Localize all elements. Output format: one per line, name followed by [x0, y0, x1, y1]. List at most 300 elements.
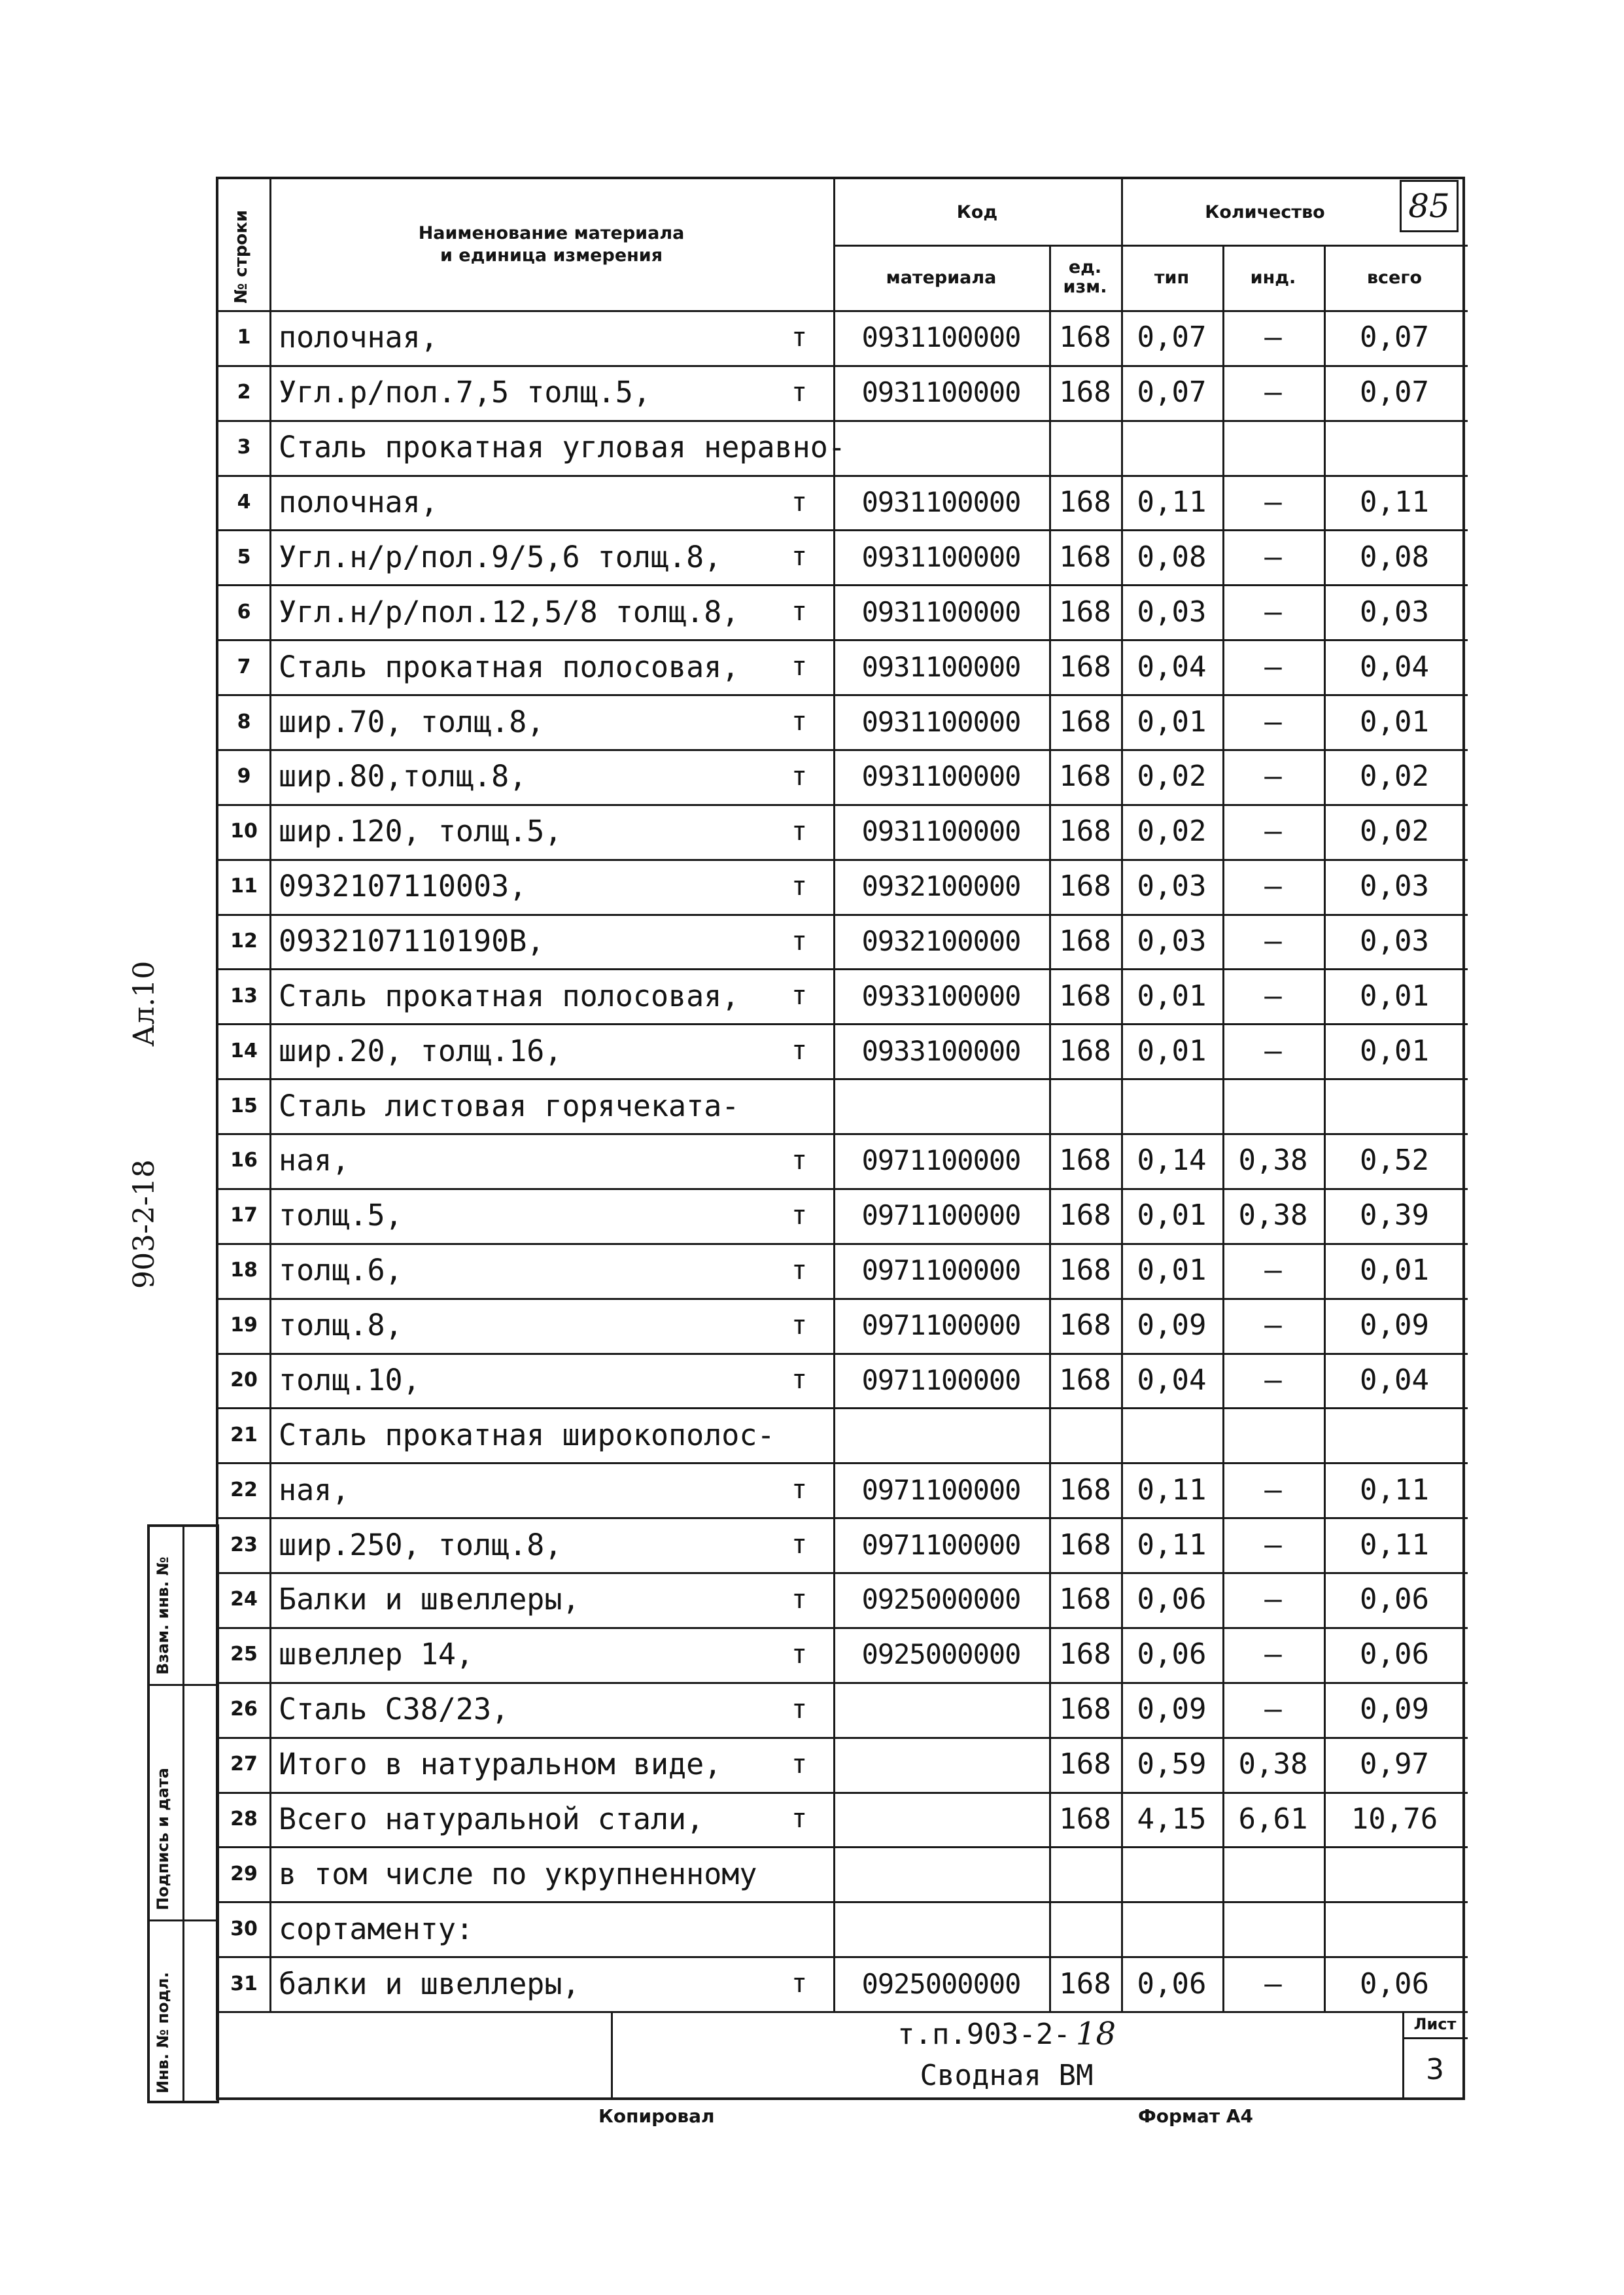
unit-cell — [767, 420, 832, 475]
qty-ind-cell: – — [1264, 595, 1282, 629]
qty-type-cell: 0,03 — [1137, 869, 1207, 903]
album-code-vertical: Ал.10 — [128, 960, 161, 1047]
table-row — [218, 475, 1468, 530]
measure-code-cell: 168 — [1059, 376, 1111, 410]
row-number-cell: 21 — [230, 1423, 258, 1446]
qty-type-cell: 0,01 — [1137, 1199, 1207, 1233]
measure-code-cell: 168 — [1059, 1034, 1111, 1068]
table-row — [218, 420, 1468, 475]
unit-cell: т — [791, 816, 808, 847]
unit-cell: т — [791, 1200, 808, 1231]
unit-cell — [767, 1901, 832, 1956]
material-code-cell: 0971100000 — [861, 1199, 1021, 1232]
material-name-cell: Сталь прокатная полосовая, — [279, 649, 740, 684]
measure-code-cell: 168 — [1059, 1199, 1111, 1233]
table-row — [218, 1243, 1468, 1298]
material-code-cell: 0971100000 — [861, 1254, 1021, 1287]
row-number-cell: 16 — [230, 1149, 258, 1172]
unit-cell: т — [791, 1749, 808, 1779]
qty-total-cell: 0,09 — [1360, 1308, 1429, 1342]
row-number-cell: 7 — [237, 655, 251, 678]
table-row — [218, 529, 1468, 584]
qty-total-cell: 0,11 — [1360, 1473, 1429, 1507]
measure-code-cell: 168 — [1059, 1144, 1111, 1178]
qty-type-cell: 0,01 — [1137, 705, 1207, 739]
material-code-cell: 0931100000 — [861, 650, 1021, 683]
measure-code-cell: 168 — [1059, 595, 1111, 629]
qty-total-cell: 0,03 — [1360, 869, 1429, 903]
sheet-label: Лист — [1413, 2015, 1457, 2033]
material-name-cell: полочная, — [279, 485, 438, 520]
col-header-individual: инд. — [1250, 267, 1296, 288]
measure-code-cell: 168 — [1059, 1638, 1111, 1672]
unit-cell: т — [791, 926, 808, 956]
table-row — [218, 584, 1468, 639]
qty-ind-cell: – — [1264, 760, 1282, 794]
qty-type-cell: 0,11 — [1137, 485, 1207, 519]
document-code-handwritten: 18 — [1075, 2016, 1116, 2052]
row-number-cell: 25 — [230, 1643, 258, 1666]
material-code-cell: 0931100000 — [861, 705, 1021, 738]
qty-total-cell: 0,07 — [1360, 376, 1429, 410]
row-number-cell: 10 — [230, 820, 258, 843]
qty-total-cell: 0,06 — [1360, 1967, 1429, 2001]
table-row — [218, 749, 1468, 804]
qty-type-cell: 0,01 — [1137, 979, 1207, 1013]
qty-type-cell: 0,59 — [1137, 1747, 1207, 1781]
qty-total-cell: 0,52 — [1360, 1144, 1429, 1178]
unit-cell: т — [791, 1694, 808, 1725]
row-number-cell: 18 — [230, 1259, 258, 1282]
qty-total-cell: 0,03 — [1360, 924, 1429, 958]
material-code-cell: 0925000000 — [861, 1967, 1021, 2000]
unit-cell: т — [791, 1475, 808, 1505]
material-name-cell: толщ.10, — [279, 1362, 421, 1397]
measure-code-cell — [1049, 1407, 1121, 1462]
qty-type-cell: 0,09 — [1137, 1308, 1207, 1342]
qty-total-cell: 0,39 — [1360, 1199, 1429, 1233]
measure-code-cell: 168 — [1059, 1747, 1111, 1781]
material-name-cell: Угл.н/р/пол.12,5/8 толщ.8, — [279, 594, 740, 629]
qty-type-cell: 0,06 — [1137, 1638, 1207, 1672]
table-row — [218, 1353, 1468, 1408]
qty-total-cell: 0,11 — [1360, 485, 1429, 519]
material-name-cell: шир.120, толщ.5, — [279, 814, 562, 849]
qty-total-cell — [1324, 1407, 1465, 1462]
measure-code-cell: 168 — [1059, 650, 1111, 684]
row-number-cell: 9 — [237, 765, 251, 788]
material-name-cell: сортаменту: — [279, 1911, 474, 1946]
copied-by-label: Копировал — [598, 2105, 715, 2127]
material-code-cell: 0925000000 — [861, 1583, 1021, 1616]
unit-cell: т — [791, 1310, 808, 1340]
qty-ind-cell: 0,38 — [1238, 1747, 1308, 1781]
measure-code-cell — [1049, 1846, 1121, 1901]
qty-ind-cell: – — [1264, 540, 1282, 574]
page-number: 85 — [1400, 180, 1459, 232]
qty-total-cell: 10,76 — [1351, 1802, 1438, 1836]
row-number-cell: 5 — [237, 545, 251, 569]
material-name-cell: Сталь прокатная угловая неравно- — [279, 430, 846, 465]
material-code-cell: 0931100000 — [861, 376, 1021, 409]
qty-total-cell: 0,06 — [1360, 1638, 1429, 1672]
measure-code-cell: 168 — [1059, 1253, 1111, 1288]
measure-code-cell: 168 — [1059, 705, 1111, 739]
qty-ind-cell — [1222, 1407, 1324, 1462]
qty-type-cell: 0,01 — [1137, 1034, 1207, 1068]
measure-code-cell: 168 — [1059, 979, 1111, 1013]
col-header-row-number: № строки — [232, 209, 251, 304]
qty-ind-cell: – — [1264, 1308, 1282, 1342]
table-row — [218, 859, 1468, 914]
qty-ind-cell — [1222, 1846, 1324, 1901]
table-row — [218, 1078, 1468, 1133]
row-number-cell: 13 — [230, 984, 258, 1007]
qty-total-cell: 0,02 — [1360, 815, 1429, 849]
unit-cell — [767, 1407, 832, 1462]
qty-total-cell: 0,08 — [1360, 540, 1429, 574]
row-number-cell: 11 — [230, 875, 258, 898]
qty-ind-cell: – — [1264, 376, 1282, 410]
table-row — [218, 1956, 1468, 2011]
material-code-cell: 0931100000 — [861, 486, 1021, 519]
qty-type-cell: 0,09 — [1137, 1692, 1207, 1726]
material-code-cell — [833, 1737, 1049, 1792]
qty-ind-cell: – — [1264, 1253, 1282, 1288]
table-row — [218, 1682, 1468, 1737]
material-code-cell: 0925000000 — [861, 1638, 1021, 1671]
table-row — [218, 1023, 1468, 1078]
measure-code-cell: 168 — [1059, 1528, 1111, 1562]
document-title: Сводная ВМ — [920, 2058, 1094, 2092]
material-code-cell — [833, 1078, 1049, 1133]
project-code-vertical: 903-2-18 — [128, 1159, 161, 1289]
table-row — [218, 1792, 1468, 1847]
qty-ind-cell: – — [1264, 1583, 1282, 1617]
qty-total-cell: 0,01 — [1360, 705, 1429, 739]
row-number-cell: 17 — [230, 1204, 258, 1227]
qty-total-cell: 0,04 — [1360, 1363, 1429, 1397]
unit-cell: т — [791, 981, 808, 1011]
qty-type-cell: 0,04 — [1137, 1363, 1207, 1397]
material-name-cell: Сталь С38/23, — [279, 1692, 510, 1727]
table-row — [218, 914, 1468, 969]
col-header-total: всего — [1366, 267, 1423, 288]
qty-type-cell: 0,07 — [1137, 321, 1207, 355]
qty-ind-cell: – — [1264, 1638, 1282, 1672]
row-number-cell: 1 — [237, 326, 251, 349]
row-number-cell: 19 — [230, 1314, 258, 1337]
row-number-cell: 3 — [237, 436, 251, 459]
qty-ind-cell: – — [1264, 815, 1282, 849]
qty-ind-cell: – — [1264, 1034, 1282, 1068]
qty-total-cell: 0,03 — [1360, 595, 1429, 629]
table-row — [218, 639, 1468, 694]
unit-cell: т — [791, 1639, 808, 1670]
measure-code-cell: 168 — [1059, 760, 1111, 794]
qty-type-cell — [1121, 1846, 1222, 1901]
material-code-cell: 0971100000 — [861, 1528, 1021, 1561]
qty-total-cell: 0,01 — [1360, 1253, 1429, 1288]
measure-code-cell — [1049, 420, 1121, 475]
row-number-cell: 15 — [230, 1094, 258, 1117]
qty-ind-cell: – — [1264, 1967, 1282, 2001]
qty-type-cell: 0,11 — [1137, 1528, 1207, 1562]
qty-total-cell — [1324, 1078, 1465, 1133]
unit-cell: т — [791, 1145, 808, 1176]
material-name-cell: Сталь прокатная широкополос- — [279, 1417, 775, 1452]
material-name-cell: полочная, — [279, 320, 438, 355]
unit-cell — [767, 1846, 832, 1901]
material-code-cell: 0931100000 — [861, 321, 1021, 354]
material-name-cell: швеллер 14, — [279, 1637, 474, 1672]
unit-cell: т — [791, 1036, 808, 1066]
material-name-cell: толщ.6, — [279, 1253, 403, 1288]
unit-cell: т — [791, 1255, 808, 1286]
unit-cell: т — [791, 652, 808, 682]
unit-cell: т — [791, 1365, 808, 1395]
row-number-cell: 29 — [230, 1862, 258, 1885]
qty-total-cell: 0,97 — [1360, 1747, 1429, 1781]
material-name-cell: 0932107110003, — [279, 869, 527, 904]
qty-total-cell: 0,11 — [1360, 1528, 1429, 1562]
material-code-cell — [833, 1901, 1049, 1956]
table-row — [218, 1298, 1468, 1353]
material-code-cell: 0931100000 — [861, 815, 1021, 848]
qty-type-cell — [1121, 1901, 1222, 1956]
qty-ind-cell: – — [1264, 1363, 1282, 1397]
material-code-cell: 0931100000 — [861, 595, 1021, 628]
row-number-cell: 22 — [230, 1478, 258, 1501]
measure-code-cell — [1049, 1901, 1121, 1956]
row-number-cell: 4 — [237, 491, 251, 514]
unit-cell: т — [791, 487, 808, 517]
unit-cell: т — [791, 871, 808, 902]
unit-cell: т — [791, 377, 808, 408]
measure-code-cell: 168 — [1059, 485, 1111, 519]
qty-ind-cell: – — [1264, 1473, 1282, 1507]
table-row — [218, 1407, 1468, 1462]
unit-cell: т — [791, 597, 808, 627]
table-row — [218, 310, 1468, 365]
material-code-cell — [833, 1792, 1049, 1847]
table-row — [218, 968, 1468, 1023]
table-row — [218, 804, 1468, 859]
material-name-cell: Балки и швеллеры, — [279, 1582, 580, 1617]
material-name-cell: Всего натуральной стали, — [279, 1801, 704, 1836]
table-row — [218, 1188, 1468, 1243]
qty-total-cell: 0,01 — [1360, 979, 1429, 1013]
document-code-printed: т.п.903-2- — [897, 2017, 1071, 2051]
qty-type-cell: 0,06 — [1137, 1583, 1207, 1617]
material-code-cell — [833, 1846, 1049, 1901]
qty-total-cell: 0,06 — [1360, 1583, 1429, 1617]
unit-cell: т — [791, 707, 808, 737]
unit-cell: т — [791, 761, 808, 792]
sheet-number: 3 — [1426, 2053, 1444, 2086]
measure-code-cell: 168 — [1059, 1692, 1111, 1726]
row-number-cell: 28 — [230, 1807, 258, 1831]
unit-cell: т — [791, 542, 808, 572]
paper-format-label: Формат А4 — [1138, 2105, 1253, 2127]
qty-total-cell: 0,02 — [1360, 760, 1429, 794]
row-number-cell: 31 — [230, 1972, 258, 1995]
material-name-cell: ная, — [279, 1472, 350, 1507]
material-code-cell: 0971100000 — [861, 1473, 1021, 1506]
qty-ind-cell: – — [1264, 979, 1282, 1013]
row-number-cell: 12 — [230, 930, 258, 953]
unit-cell: т — [791, 322, 808, 353]
material-code-cell: 0971100000 — [861, 1309, 1021, 1342]
measure-code-cell: 168 — [1059, 815, 1111, 849]
measure-code-cell: 168 — [1059, 869, 1111, 903]
material-code-cell — [833, 1407, 1049, 1462]
material-code-cell: 0932100000 — [861, 925, 1021, 957]
original-inventory-label: Инв. № подл. — [154, 1972, 172, 2094]
row-number-cell: 6 — [237, 600, 251, 623]
qty-type-cell — [1121, 1407, 1222, 1462]
measure-code-cell: 168 — [1059, 1363, 1111, 1397]
material-code-cell: 0933100000 — [861, 1034, 1021, 1067]
row-number-cell: 2 — [237, 381, 251, 404]
material-code-cell: 0931100000 — [861, 540, 1021, 573]
qty-ind-cell: 6,61 — [1238, 1802, 1308, 1836]
unit-cell — [767, 1078, 832, 1133]
measure-code-cell: 168 — [1059, 1473, 1111, 1507]
col-header-type: тип — [1154, 267, 1190, 288]
material-name-cell: Итого в натуральном виде, — [279, 1747, 722, 1782]
unit-cell: т — [791, 1530, 808, 1560]
material-name-cell: 0932107110190В, — [279, 924, 545, 958]
material-name-cell: шир.250, толщ.8, — [279, 1527, 562, 1562]
material-code-cell: 0971100000 — [861, 1363, 1021, 1396]
row-number-cell: 24 — [230, 1588, 258, 1611]
material-name-cell: шир.70, толщ.8, — [279, 704, 545, 739]
material-code-cell: 0933100000 — [861, 979, 1021, 1012]
qty-total-cell: 0,04 — [1360, 650, 1429, 684]
qty-ind-cell: 0,38 — [1238, 1199, 1308, 1233]
qty-type-cell: 0,08 — [1137, 540, 1207, 574]
qty-ind-cell: – — [1264, 869, 1282, 903]
qty-total-cell — [1324, 1901, 1465, 1956]
qty-type-cell: 0,07 — [1137, 376, 1207, 410]
qty-ind-cell — [1222, 1901, 1324, 1956]
table-row — [218, 1901, 1468, 1956]
row-number-cell: 8 — [237, 710, 251, 733]
qty-total-cell — [1324, 420, 1465, 475]
material-code-cell: 0971100000 — [861, 1144, 1021, 1177]
col-header-code: Код — [956, 201, 998, 222]
row-number-cell: 26 — [230, 1698, 258, 1721]
qty-type-cell: 0,11 — [1137, 1473, 1207, 1507]
row-number-cell: 30 — [230, 1917, 258, 1940]
row-number-cell: 14 — [230, 1039, 258, 1062]
row-number-cell: 20 — [230, 1368, 258, 1392]
table-row — [218, 694, 1468, 749]
measure-code-cell: 168 — [1059, 1802, 1111, 1836]
material-name-cell: ная, — [279, 1143, 350, 1178]
unit-cell: т — [791, 1804, 808, 1834]
table-body — [218, 310, 1468, 2011]
measure-code-cell: 168 — [1059, 1308, 1111, 1342]
material-name-cell: Угл.н/р/пол.9/5,6 толщ.8, — [279, 539, 722, 574]
qty-ind-cell — [1222, 420, 1324, 475]
table-row — [218, 1846, 1468, 1901]
table-row — [218, 1462, 1468, 1517]
material-name-cell: в том числе по укрупненному — [279, 1856, 757, 1891]
table-row — [218, 1627, 1468, 1682]
material-code-cell: 0931100000 — [861, 760, 1021, 793]
qty-type-cell: 0,02 — [1137, 760, 1207, 794]
col-header-material-code: материала — [886, 267, 997, 288]
material-code-cell — [833, 420, 1049, 475]
document-code — [611, 2014, 1402, 2054]
measure-code-cell: 168 — [1059, 1583, 1111, 1617]
row-number-cell: 23 — [230, 1533, 258, 1556]
qty-type-cell: 0,03 — [1137, 595, 1207, 629]
measure-code-cell: 168 — [1059, 924, 1111, 958]
qty-total-cell — [1324, 1846, 1465, 1901]
signature-date-label: Подпись и дата — [154, 1768, 172, 1910]
material-name-cell: толщ.8, — [279, 1308, 403, 1343]
table-row — [218, 1737, 1468, 1792]
replacement-inventory-label: Взам. инв. № — [154, 1556, 172, 1675]
qty-type-cell: 0,06 — [1137, 1967, 1207, 2001]
qty-type-cell: 4,15 — [1137, 1802, 1207, 1836]
measure-code-cell — [1049, 1078, 1121, 1133]
material-name-cell: Угл.р/пол.7,5 толщ.5, — [279, 375, 651, 410]
qty-ind-cell: – — [1264, 1528, 1282, 1562]
qty-type-cell: 0,01 — [1137, 1253, 1207, 1288]
unit-cell: т — [791, 1969, 808, 1999]
qty-total-cell: 0,07 — [1360, 321, 1429, 355]
measure-code-cell: 168 — [1059, 321, 1111, 355]
measure-code-cell: 168 — [1059, 540, 1111, 574]
qty-ind-cell: 0,38 — [1238, 1144, 1308, 1178]
qty-type-cell — [1121, 420, 1222, 475]
material-name-cell: балки и швеллеры, — [279, 1966, 580, 2001]
qty-total-cell: 0,01 — [1360, 1034, 1429, 1068]
qty-ind-cell: – — [1264, 924, 1282, 958]
qty-ind-cell: – — [1264, 321, 1282, 355]
table-row — [218, 1517, 1468, 1572]
qty-type-cell: 0,14 — [1137, 1144, 1207, 1178]
qty-type-cell: 0,04 — [1137, 650, 1207, 684]
materials-table — [216, 177, 1465, 2100]
qty-type-cell: 0,03 — [1137, 924, 1207, 958]
table-row — [218, 1572, 1468, 1627]
unit-cell: т — [791, 1584, 808, 1615]
qty-type-cell — [1121, 1078, 1222, 1133]
material-name-cell: Сталь листовая горячеката- — [279, 1088, 740, 1123]
measure-code-cell: 168 — [1059, 1967, 1111, 2001]
qty-type-cell: 0,02 — [1137, 815, 1207, 849]
material-code-cell: 0932100000 — [861, 870, 1021, 903]
qty-ind-cell: – — [1264, 485, 1282, 519]
table-row — [218, 365, 1468, 420]
col-header-name: Наименование материала и единица измерения — [418, 223, 685, 266]
material-code-cell — [833, 1682, 1049, 1737]
qty-total-cell: 0,09 — [1360, 1692, 1429, 1726]
table-row — [218, 1133, 1468, 1188]
col-header-measure-unit: ед. изм. — [1063, 257, 1107, 297]
material-name-cell: толщ.5, — [279, 1198, 403, 1233]
qty-ind-cell — [1222, 1078, 1324, 1133]
col-header-quantity: Количество — [1205, 201, 1325, 222]
material-name-cell: шир.20, толщ.16, — [279, 1033, 562, 1068]
row-number-cell: 27 — [230, 1753, 258, 1776]
material-name-cell: Сталь прокатная полосовая, — [279, 978, 740, 1013]
